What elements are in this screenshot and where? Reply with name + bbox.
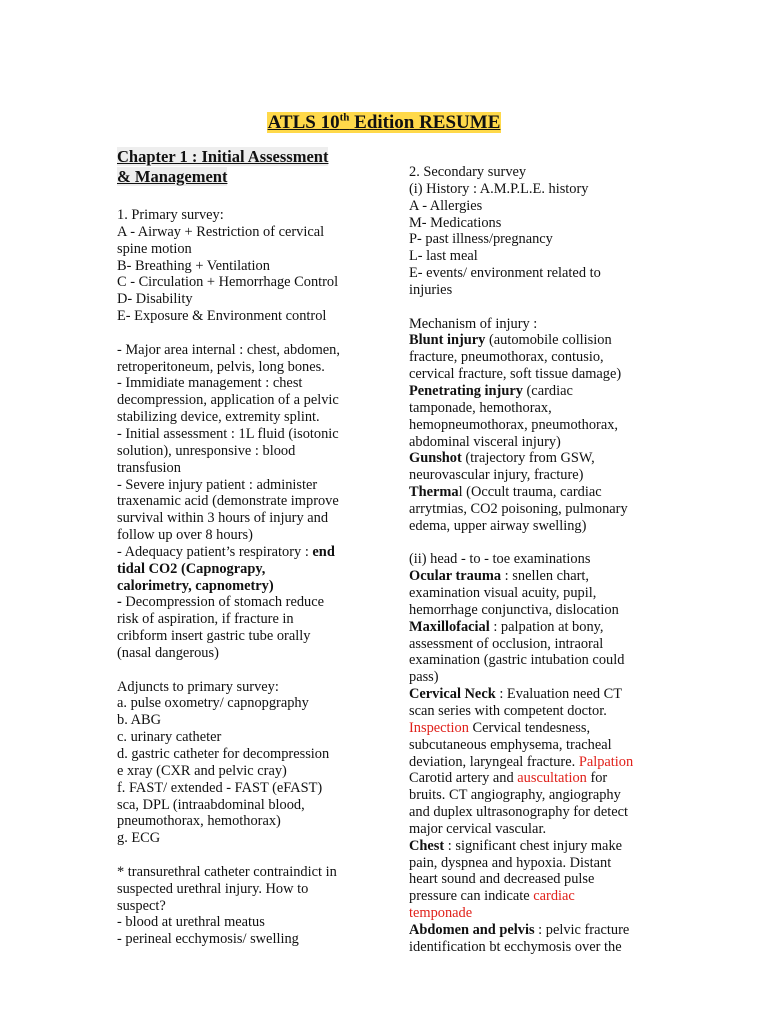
maxillofacial-line: examination (gastric intubation could xyxy=(409,652,625,669)
penetrating-label: Penetrating injury xyxy=(409,382,523,399)
neck-text: Carotid artery and xyxy=(409,770,518,787)
notes-line: transfusion xyxy=(117,459,181,476)
chest-label: Chest xyxy=(409,837,445,854)
blunt-label: Blunt injury xyxy=(409,332,486,349)
notes-line: retroperitoneum, pelvis, long bones. xyxy=(117,358,325,375)
neck-line: scan series with competent doctor. xyxy=(409,703,607,719)
primary-survey-line: A - Airway + Restriction of cervical xyxy=(117,223,325,240)
abdomen-label: Abdomen and pelvis xyxy=(409,921,535,938)
thermal-line: arrytmias, CO2 poisoning, pulmonary xyxy=(409,500,628,517)
title-main: ATLS 10 xyxy=(267,112,340,134)
adjuncts-line: sca, DPL (intraabdominal blood, xyxy=(117,796,305,813)
neck-label: Cervical Neck xyxy=(409,686,496,703)
neck-text: : Evaluation need CT xyxy=(495,686,623,703)
head-to-toe-title: (ii) head - to - toe examinations xyxy=(409,551,591,568)
notes-line: - Severe injury patient : administer xyxy=(117,476,318,493)
chest-line xyxy=(409,838,659,855)
notes-line: solution), unresponsive : blood xyxy=(117,442,296,459)
penetrating-line: tamponade, hemothorax, xyxy=(409,399,552,416)
gunshot-text: (trajectory from GSW, xyxy=(461,450,595,467)
secondary-survey-line: A - Allergies xyxy=(409,197,483,214)
urethral-line: suspect? xyxy=(117,897,166,914)
ocular-label: Ocular trauma xyxy=(409,568,502,585)
respiratory-bold: end xyxy=(312,543,335,560)
ocular-line: hemorrhage conjunctiva, dislocation xyxy=(409,601,619,618)
abdomen-line: identification bt ecchymosis over the xyxy=(409,938,622,955)
secondary-survey-line: E- events/ environment related to xyxy=(409,265,601,282)
palpation-red: Palpation xyxy=(578,753,634,770)
neck-line xyxy=(409,720,659,737)
document-title xyxy=(0,106,768,135)
inspection-red: Inspection xyxy=(409,719,469,736)
urethral-line: * transurethral catheter contraindict in xyxy=(117,863,337,880)
secondary-survey-line: (i) History : A.M.P.L.E. history xyxy=(409,180,589,197)
decompression-text: Decompression of stomach reduce xyxy=(121,594,324,611)
gunshot-label: Gunshot xyxy=(409,450,462,467)
mechanism-title: Mechanism of injury : xyxy=(409,315,538,332)
adjuncts-line: d. gastric catheter for decompression xyxy=(117,746,330,762)
neck-text: deviation, laryngeal fracture. xyxy=(409,753,579,770)
primary-survey-line: E- Exposure & Environment control xyxy=(117,308,327,325)
neck-line: and duplex ultrasonography for detect xyxy=(409,804,628,821)
neck-line: major cervical vascular. xyxy=(409,820,547,837)
neck-text: Cervical tendesness, xyxy=(468,719,591,736)
decompression-line: (nasal dangerous) xyxy=(117,644,219,661)
urethral-line: suspected urethral injury. How to xyxy=(117,880,309,897)
penetrating-text: (cardiac xyxy=(522,382,573,399)
maxillofacial-text: : palpation at bony, xyxy=(489,618,604,635)
neck-line xyxy=(409,686,659,703)
decompression-line: cribform insert gastric tube orally xyxy=(117,628,311,645)
thermal-label: Therma xyxy=(409,484,459,501)
maxillofacial-line xyxy=(409,619,659,636)
gunshot-line xyxy=(409,450,659,467)
blunt-text: (automobile collision xyxy=(485,332,612,349)
chest-text: pressure can indicate xyxy=(409,888,534,905)
notes-line: stabilizing device, extremity splint. xyxy=(117,409,320,426)
adjuncts-line: c. urinary catheter xyxy=(117,729,222,746)
primary-survey-line: spine motion xyxy=(117,240,192,257)
blunt-line: cervical fracture, soft tissue damage) xyxy=(409,366,622,383)
decompression-line xyxy=(117,594,369,611)
maxillofacial-line: pass) xyxy=(409,669,439,686)
title-rest: Edition RESUME xyxy=(349,112,501,134)
cardiac-red: cardiac xyxy=(533,888,575,905)
right-column xyxy=(409,164,659,956)
ocular-line: examination visual acuity, pupil, xyxy=(409,585,597,602)
chapter-heading xyxy=(117,147,369,187)
neck-line xyxy=(409,770,659,787)
thermal-line xyxy=(409,484,659,501)
primary-survey-line: C - Circulation + Hemorrhage Control xyxy=(117,274,339,291)
respiratory-bold-line: calorimetry, capnometry) xyxy=(117,577,274,594)
blunt-line xyxy=(409,332,659,349)
decompression-dash: - xyxy=(117,594,122,611)
adjuncts-line: e xray (CXR and pelvic cray) xyxy=(117,762,287,779)
adjuncts-line: b. ABG xyxy=(117,712,161,729)
thermal-line: edema, upper airway swelling) xyxy=(409,517,587,534)
urethral-line: - perineal ecchymosis/ swelling xyxy=(117,931,299,948)
maxillofacial-line: assessment of occlusion, intraoral xyxy=(409,635,604,652)
notes-line: traxenamic acid (demonstrate improve xyxy=(117,493,339,510)
left-column xyxy=(117,147,369,948)
auscultation-red: auscultation xyxy=(517,770,587,787)
notes-line: follow up over 8 hours) xyxy=(117,527,253,544)
respiratory-line xyxy=(117,544,369,561)
adjuncts-line: a. pulse oxometry/ capnopgraphy xyxy=(117,695,309,712)
ocular-line xyxy=(409,568,659,585)
adjuncts-line: g. ECG xyxy=(117,830,161,847)
chest-text: : significant chest injury make xyxy=(444,837,623,854)
penetrating-line xyxy=(409,383,659,400)
abdomen-text: : pelvic fracture xyxy=(534,921,630,938)
chapter-heading-line-2: & Management xyxy=(117,167,228,186)
title-highlight xyxy=(267,112,502,133)
chest-line: pain, dyspnea and hypoxia. Distant xyxy=(409,854,612,871)
blunt-line: fracture, pneumothorax, contusio, xyxy=(409,349,604,366)
ocular-text: : snellen chart, xyxy=(501,568,589,585)
adjuncts-line: pneumothorax, hemothorax) xyxy=(117,813,281,830)
secondary-survey-line: 2. Secondary survey xyxy=(409,164,527,180)
respiratory-bold-line: tidal CO2 (Capnograpy, xyxy=(117,560,266,577)
chest-line: heart sound and decreased pulse xyxy=(409,871,595,888)
neck-line: bruits. CT angiography, angiography xyxy=(409,787,621,804)
neck-line: subcutaneous emphysema, tracheal xyxy=(409,736,612,753)
temponade-red: temponade xyxy=(409,905,473,922)
notes-line: - Major area internal : chest, abdomen, xyxy=(117,341,340,358)
secondary-survey-line: P- past illness/pregnancy xyxy=(409,231,553,248)
adjuncts-line: f. FAST/ extended - FAST (eFAST) xyxy=(117,779,323,796)
abdomen-line xyxy=(409,922,659,939)
chest-line xyxy=(409,888,659,905)
title-superscript: th xyxy=(339,112,350,124)
neck-line xyxy=(409,754,659,771)
adjuncts-line: Adjuncts to primary survey: xyxy=(117,678,279,695)
penetrating-line: hemopneumothorax, pneumothorax, xyxy=(409,416,619,433)
chapter-heading-line-1: Chapter 1 : Initial Assessment xyxy=(117,147,329,166)
secondary-survey-line: L- last meal xyxy=(409,248,478,265)
neck-text: for xyxy=(586,770,608,787)
notes-line: - Initial assessment : 1L fluid (isotonic xyxy=(117,425,339,442)
notes-line: decompression, application of a pelvic xyxy=(117,392,339,409)
thermal-text: l (Occult trauma, cardiac xyxy=(458,484,602,501)
primary-survey-line: 1. Primary survey: xyxy=(117,207,224,223)
decompression-line: risk of aspiration, if fracture in xyxy=(117,611,294,628)
secondary-survey-line: injuries xyxy=(409,281,453,298)
respiratory-text: - Adequacy patient’s respiratory : xyxy=(117,543,313,560)
urethral-line: - blood at urethral meatus xyxy=(117,914,265,931)
notes-line: - Immidiate management : chest xyxy=(117,375,303,392)
secondary-survey-line: M- Medications xyxy=(409,214,502,231)
penetrating-line: abdominal visceral injury) xyxy=(409,433,561,450)
gunshot-line: neurovascular injury, fracture) xyxy=(409,467,584,484)
notes-line: survival within 3 hours of injury and xyxy=(117,510,329,527)
maxillofacial-label: Maxillofacial xyxy=(409,618,490,635)
primary-survey-line: D- Disability xyxy=(117,291,193,308)
primary-survey-line: B- Breathing + Ventilation xyxy=(117,257,270,274)
